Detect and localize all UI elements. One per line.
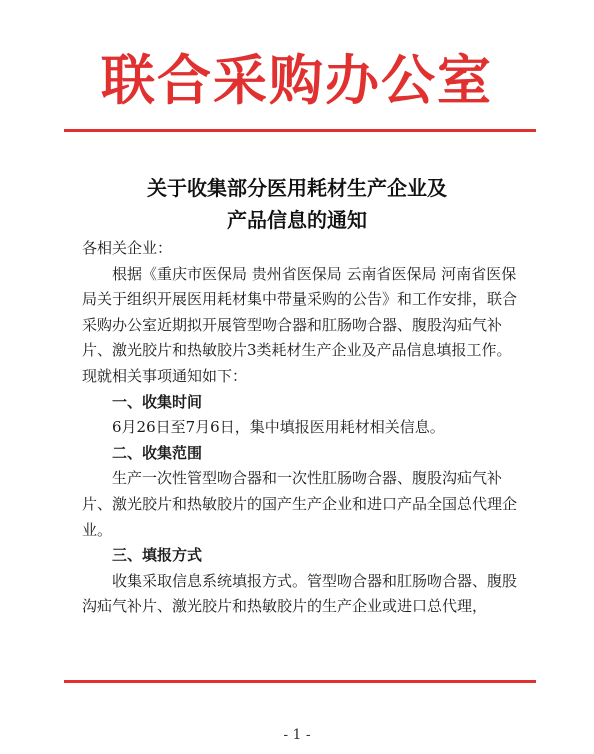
section-text-time: 6月26日至7月6日，集中填报医用耗材相关信息。 (112, 418, 445, 437)
intro-paragraph: 根据《重庆市医保局 贵州省医保局 云南省医保局 河南省医保局关于组织开展医用耗材集中带量采购的公告》和工作安排，联合采购办公室近期拟开展管型吻合器和肛肠吻合器、腹股沟疝气补片、激光胶片和热敏胶片3类耗材生产企业及产品信息填报工作。现就相关事项通知如下： (82, 264, 518, 385)
section-heading-time: 一、收集时间 (112, 392, 203, 411)
page-number: - 1 - (283, 727, 311, 743)
section-text-scope: 生产一次性管型吻合器和一次性肛肠吻合器、腹股沟疝气补片、激光胶片和热敏胶片的国产生产企业和进口产品全国总代理企业。 (82, 469, 518, 539)
section-text-method: 收集采取信息系统填报方式。管型吻合器和肛肠吻合器、腹股沟疝气补片、激光胶片和热敏胶片的生产企业或进口总代理， (82, 571, 518, 616)
section-heading-scope: 二、收集范围 (112, 443, 203, 462)
section-heading-method: 三、填报方式 (112, 546, 203, 565)
document-title-line-1: 关于收集部分医用耗材生产企业及 (147, 176, 447, 200)
document-body (82, 236, 522, 620)
salutation: 各相关企业： (82, 239, 173, 257)
red-divider-bottom (64, 680, 536, 683)
letterhead-title: 联合采购办公室 (101, 48, 493, 112)
document-title-line-2: 产品信息的通知 (227, 208, 367, 232)
red-divider-top (64, 129, 536, 132)
